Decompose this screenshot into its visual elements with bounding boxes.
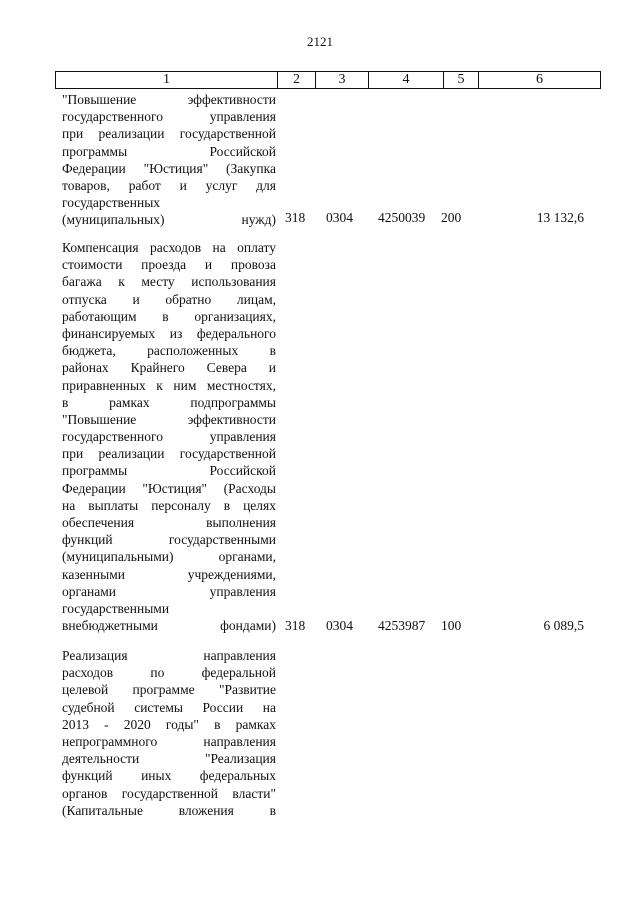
- description-line: Федерации "Юстиция" (Закупка: [62, 160, 276, 176]
- description-line: государственными: [62, 600, 170, 616]
- description-line: обеспечения выполнения: [62, 515, 276, 530]
- description-line: судебной системы России на: [62, 699, 276, 715]
- description-line: органами управления: [62, 583, 276, 599]
- row-1-target-code: 4250039: [378, 210, 426, 225]
- row-1-amount: 13 132,6: [536, 210, 584, 225]
- row-2-target-code: 4253987: [378, 618, 426, 633]
- description-line: программы Российской: [62, 143, 276, 159]
- column-header-4: 4: [369, 72, 444, 89]
- description-line: "Повышение эффективности: [62, 411, 276, 427]
- column-header-5: 5: [444, 72, 479, 89]
- description-line: государственного управления: [62, 109, 276, 125]
- description-line: казенными учреждениями,: [62, 566, 276, 582]
- description-line: расходов по федеральной: [62, 665, 276, 681]
- description-line: финансируемых из федерального: [62, 325, 276, 341]
- column-header-2: 2: [278, 72, 316, 89]
- description-line: при реализации государственной: [62, 126, 276, 142]
- description-line: внебюджетными фондами): [62, 618, 276, 634]
- row-1-description: [62, 91, 276, 229]
- description-line: товаров, работ и услуг для: [62, 177, 276, 193]
- description-line: непрограммного направления: [62, 733, 276, 749]
- row-3-description: [62, 647, 276, 819]
- description-line: районах Крайнего Севера и: [62, 360, 276, 376]
- column-header-1: 1: [56, 72, 278, 89]
- column-header-row: [55, 71, 601, 89]
- description-line: функций иных федеральных: [62, 768, 276, 784]
- description-line: государственного управления: [62, 429, 276, 445]
- row-2-expense-type: 100: [441, 618, 462, 633]
- description-line: Федерации "Юстиция" (Расходы: [62, 480, 276, 496]
- description-line: приравненных к ним местностях,: [62, 377, 276, 393]
- description-line: отпуска и обратно лицам,: [62, 291, 276, 307]
- description-line: органов государственной власти": [62, 785, 276, 801]
- description-line: функций государственными: [62, 532, 276, 548]
- description-line: 2013 - 2020 годы" в рамках: [62, 716, 276, 732]
- description-line: на выплаты персоналу в целях: [62, 497, 276, 513]
- description-line: в рамках подпрограммы: [62, 394, 276, 410]
- row-2-ministry-code: 318: [285, 618, 306, 633]
- description-line: (Капитальные вложения в: [62, 802, 276, 818]
- description-line: Реализация направления: [62, 648, 276, 663]
- row-1-ministry-code: 318: [285, 210, 306, 225]
- column-header-6: 6: [479, 72, 601, 89]
- description-line: (муниципальных) нужд): [62, 212, 276, 228]
- page-number: 2121: [307, 34, 333, 49]
- description-line: при реализации государственной: [62, 446, 276, 462]
- row-1-expense-type: 200: [441, 210, 462, 225]
- row-1-section-code: 0304: [326, 210, 353, 225]
- description-line: работающим в организациях,: [62, 308, 276, 324]
- description-line: программы Российской: [62, 463, 276, 479]
- row-2-description: [62, 239, 276, 634]
- column-header-3: 3: [316, 72, 369, 89]
- description-line: государственных: [62, 195, 161, 211]
- row-2-section-code: 0304: [326, 618, 353, 633]
- description-line: Компенсация расходов на оплату: [62, 240, 276, 255]
- description-line: (муниципальными) органами,: [62, 549, 276, 565]
- description-line: "Повышение эффективности: [62, 92, 276, 107]
- description-line: бюджета, расположенных в: [62, 343, 276, 359]
- description-line: багажа к месту использования: [62, 274, 276, 290]
- row-2-amount: 6 089,5: [543, 618, 584, 633]
- description-line: стоимости проезда и провоза: [62, 257, 276, 273]
- description-line: деятельности "Реализация: [62, 751, 276, 767]
- description-line: целевой программе "Развитие: [62, 682, 276, 698]
